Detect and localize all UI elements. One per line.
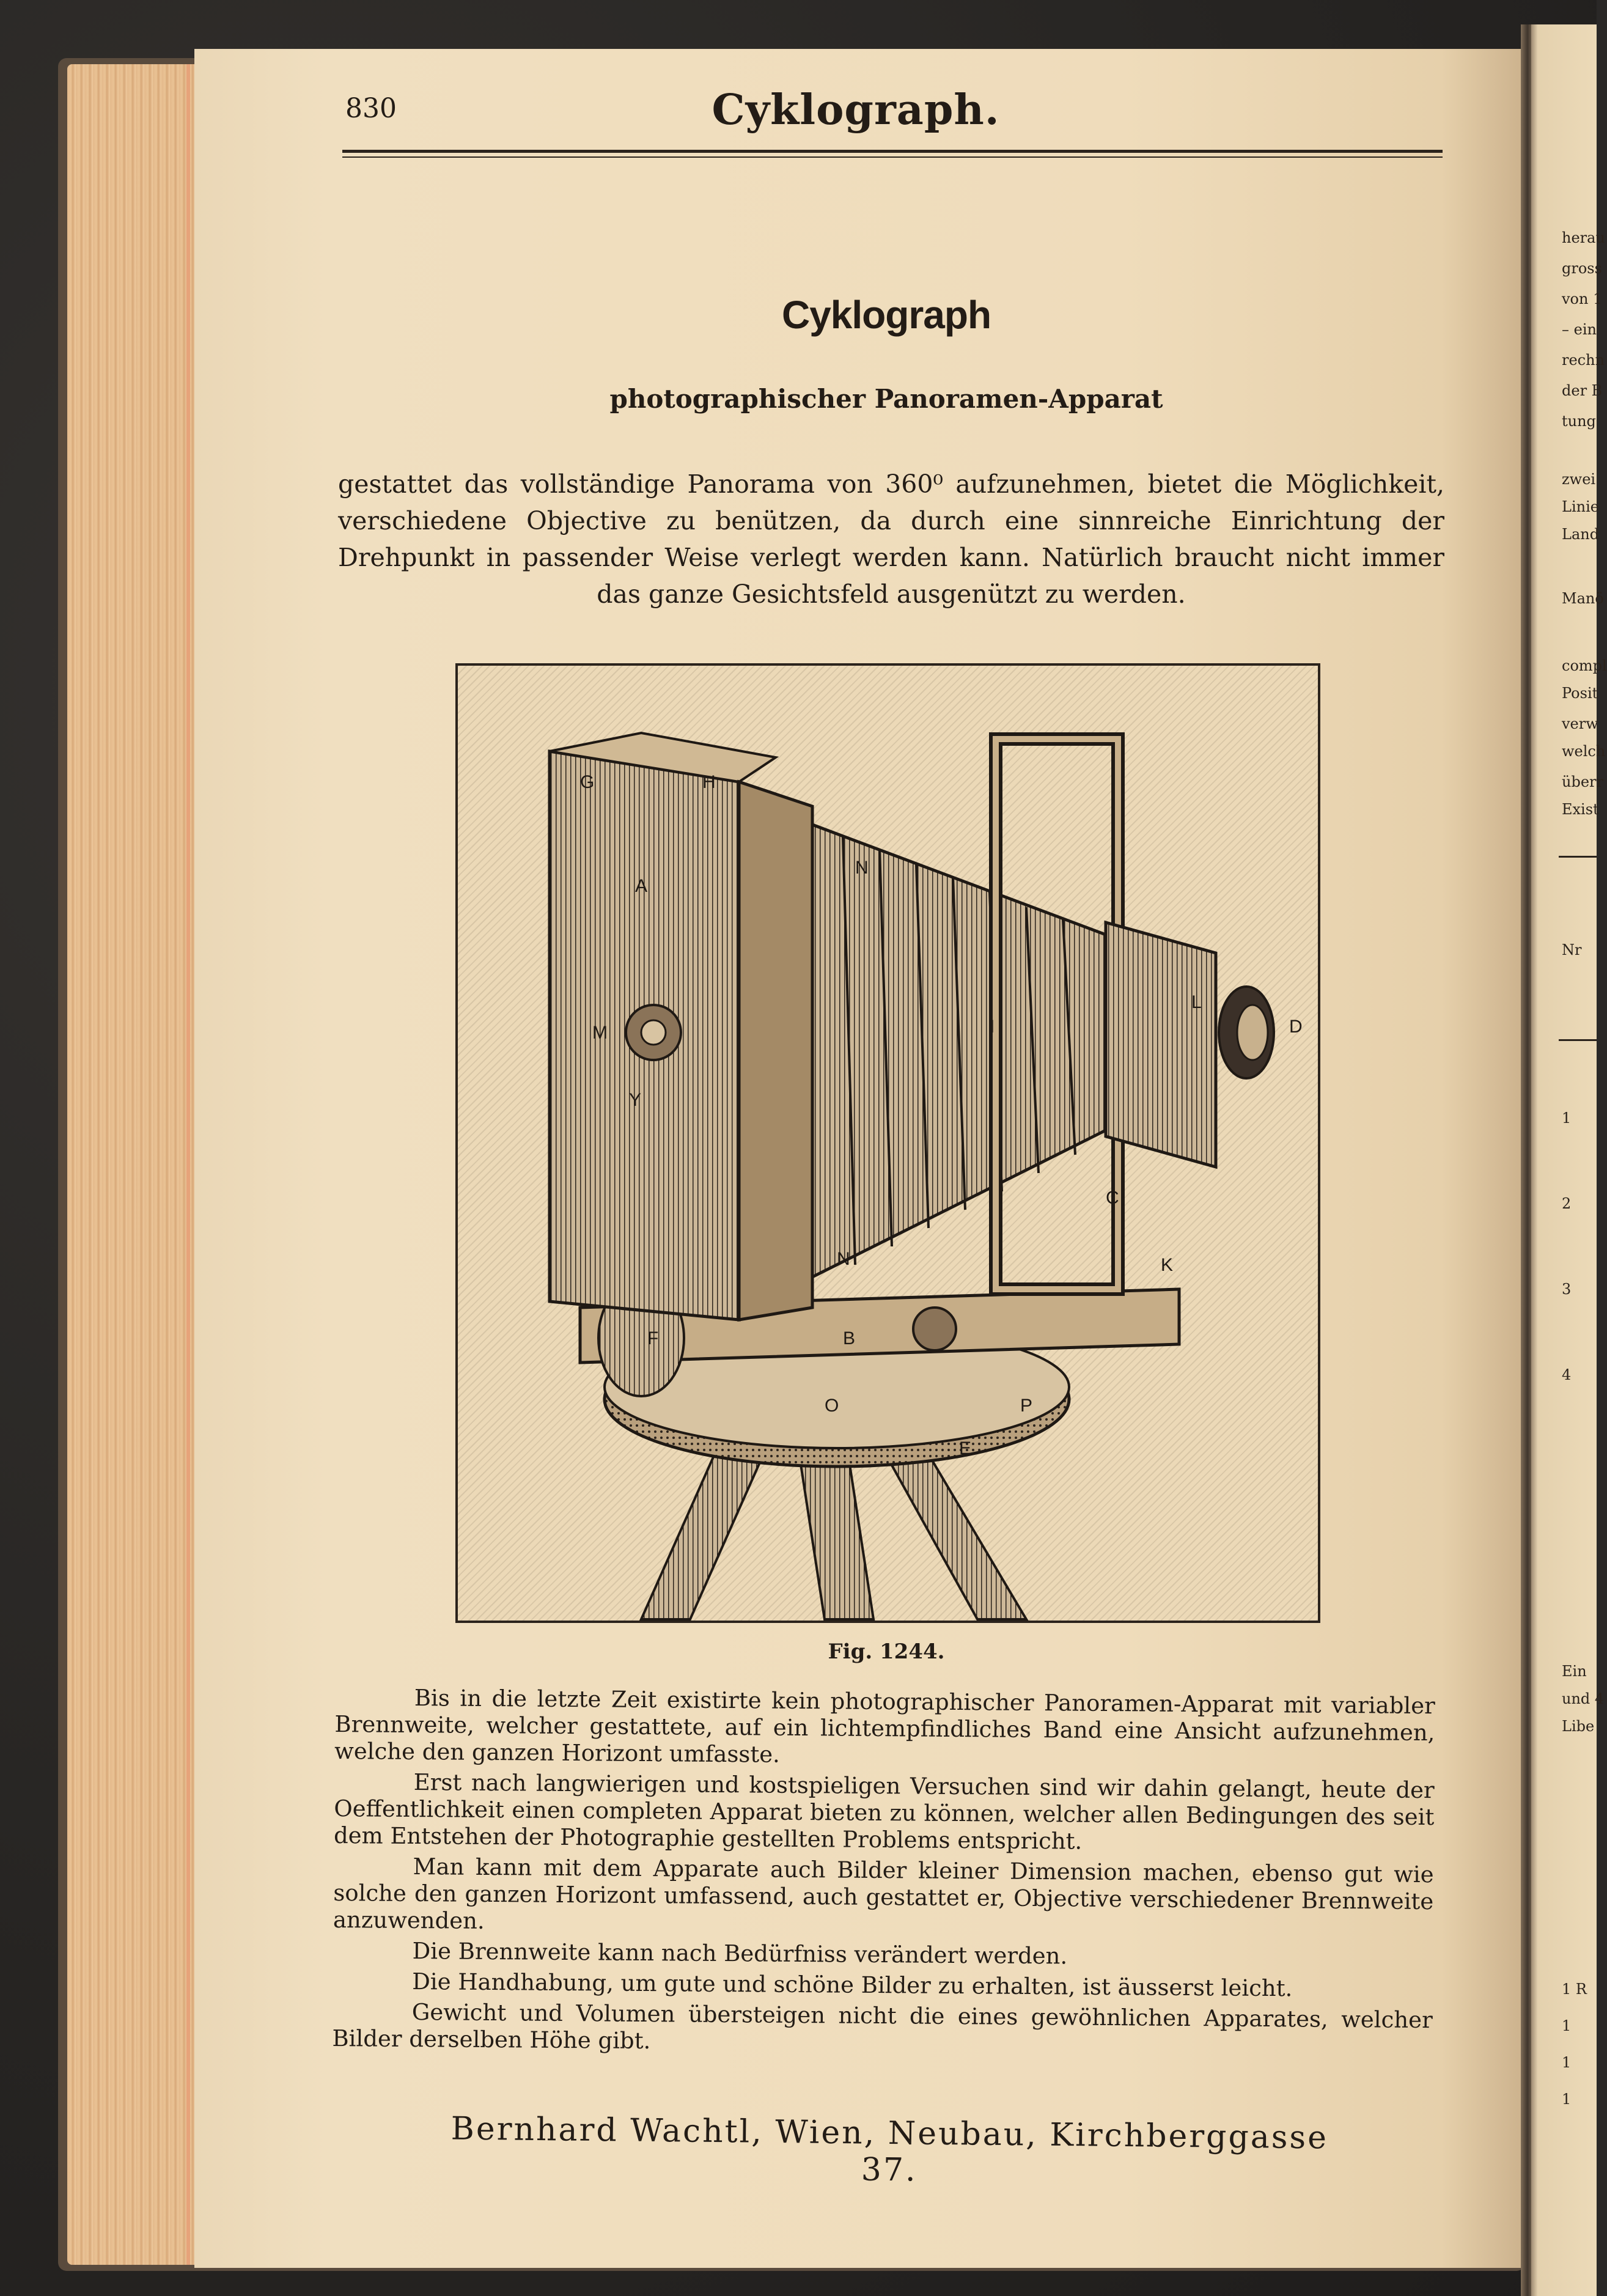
next-page-fragment: 1 R — [1562, 1981, 1587, 1998]
next-page-fragment: 4 — [1562, 1366, 1572, 1383]
header-rule — [342, 150, 1443, 153]
next-page-fragment: 3 — [1562, 1281, 1572, 1298]
page-edge-line — [186, 64, 190, 2265]
next-page-fragment: herau — [1562, 229, 1605, 246]
label-L: L — [1191, 992, 1202, 1012]
paragraph: Bis in die letzte Zeit existirte kein photographischer Panoramen-Apparat mit variabler Brennweite, welcher gestattete, auf ein lichtempfindliches Band eine Ansicht aufzunehmen, welche den ganzen Horizont umfasste. — [334, 1685, 1435, 1768]
next-page-fragment: Manö — [1562, 590, 1604, 607]
next-page-fragment: tung — [1562, 413, 1596, 430]
next-page-fragment: der B — [1562, 382, 1603, 399]
next-page-fragment: Exist — [1562, 801, 1599, 818]
next-page-fragment: 1 — [1562, 2054, 1572, 2071]
next-page-fragment: – ein — [1562, 321, 1597, 338]
next-page-fragment: compl — [1562, 657, 1607, 674]
next-page-fragment: und 4 — [1562, 1690, 1605, 1707]
label-K: K — [1161, 1255, 1174, 1275]
page-number: 830 — [345, 93, 397, 124]
paragraph: Die Handhabung, um gute und schöne Bilder zu erhalten, ist äusserst leicht. — [412, 1968, 1293, 2002]
label-G: G — [580, 772, 595, 792]
label-M: M — [592, 1023, 608, 1043]
next-page-fragment: Linie — [1562, 498, 1599, 515]
next-page-fragment: zwei — [1562, 471, 1596, 488]
next-page-fragment: Posit — [1562, 685, 1598, 702]
next-page-fragment: Ein — [1562, 1663, 1587, 1680]
next-page-rule — [1559, 1039, 1597, 1041]
camera-drawing — [458, 666, 1318, 1621]
paragraph: Man kann mit dem Apparate auch Bilder kleiner Dimension machen, ebenso gut wie solche den ganzen Horizont umfassend, auch gestattet er, Objective verschiedener Brennweite anzuwenden. — [333, 1853, 1434, 1934]
label-N-top: N — [855, 858, 869, 878]
next-page-fragment: Land — [1562, 526, 1600, 543]
running-title: Cyklograph. — [712, 86, 1000, 134]
body-text — [332, 1684, 1435, 2064]
label-H: H — [702, 772, 716, 792]
next-page-fragment: Nr — [1562, 941, 1582, 959]
next-page-fragment: 1 — [1562, 1109, 1572, 1127]
label-F: F — [647, 1328, 659, 1349]
label-B: B — [843, 1328, 856, 1349]
next-page-fragment: Libe — [1562, 1718, 1595, 1735]
label-O: O — [825, 1396, 839, 1416]
label-N-low: N — [837, 1249, 850, 1269]
label-I: I — [990, 1017, 995, 1037]
camera-illustration — [455, 663, 1320, 1623]
ad-intro: gestattet das vollständige Panorama von 360⁰ aufzunehmen, bietet die Möglichkeit, verschiedene Objective zu benützen, da durch eine sinnreiche Einrichtung der Drehpunkt in passender Weise verlegt werden kann. Natürlich braucht nicht immer das ganze Gesichtsfeld ausgenützt zu werden. — [338, 469, 1444, 609]
next-page-fragment: 1 — [1562, 2091, 1572, 2108]
next-page-fragment: gross — [1562, 260, 1602, 277]
header-rule-thin — [342, 156, 1443, 158]
ad-title: Cyklograph — [781, 293, 991, 337]
next-page-fragment: 2 — [1562, 1195, 1572, 1212]
next-page-fragment: von 1 — [1562, 290, 1603, 307]
publisher-footer: Bernhard Wachtl, Wien, Neubau, Kirchberggasse 37. — [450, 2110, 1329, 2189]
figure-caption: Fig. 1244. — [828, 1639, 945, 1664]
next-page-fragment: welch — [1562, 743, 1606, 760]
label-P: P — [1020, 1396, 1033, 1416]
next-page-rule — [1559, 856, 1597, 858]
paragraph: Die Brennweite kann nach Bedürfniss verändert werden. — [412, 1938, 1068, 1970]
next-page-fragment: rechn — [1562, 351, 1605, 369]
label-Y: Y — [629, 1090, 642, 1110]
next-page-fragment: verw — [1562, 715, 1598, 732]
ad-subtitle: photographischer Panoramen-Apparat — [609, 384, 1163, 414]
label-D: D — [1289, 1017, 1303, 1037]
page-edges — [67, 64, 214, 2265]
paragraph: Gewicht und Volumen übersteigen nicht die eines gewöhnlichen Apparates, welcher Bilder derselben Höhe gibt. — [332, 1999, 1433, 2055]
label-A: A — [635, 876, 648, 896]
next-page-fragment: überr — [1562, 773, 1603, 790]
next-page-fragment: 1 — [1562, 2017, 1572, 2034]
label-E: E — [959, 1438, 972, 1459]
label-C: C — [1106, 1188, 1119, 1208]
paragraph: Erst nach langwierigen und kostspieligen Versuchen sind wir dahin gelangt, heute der Oeffentlichkeit einen completen Apparat bieten zu können, welcher allen Bedingungen des seit dem Entstehen der Photographie gestellten Problems entspricht. — [333, 1769, 1435, 1855]
